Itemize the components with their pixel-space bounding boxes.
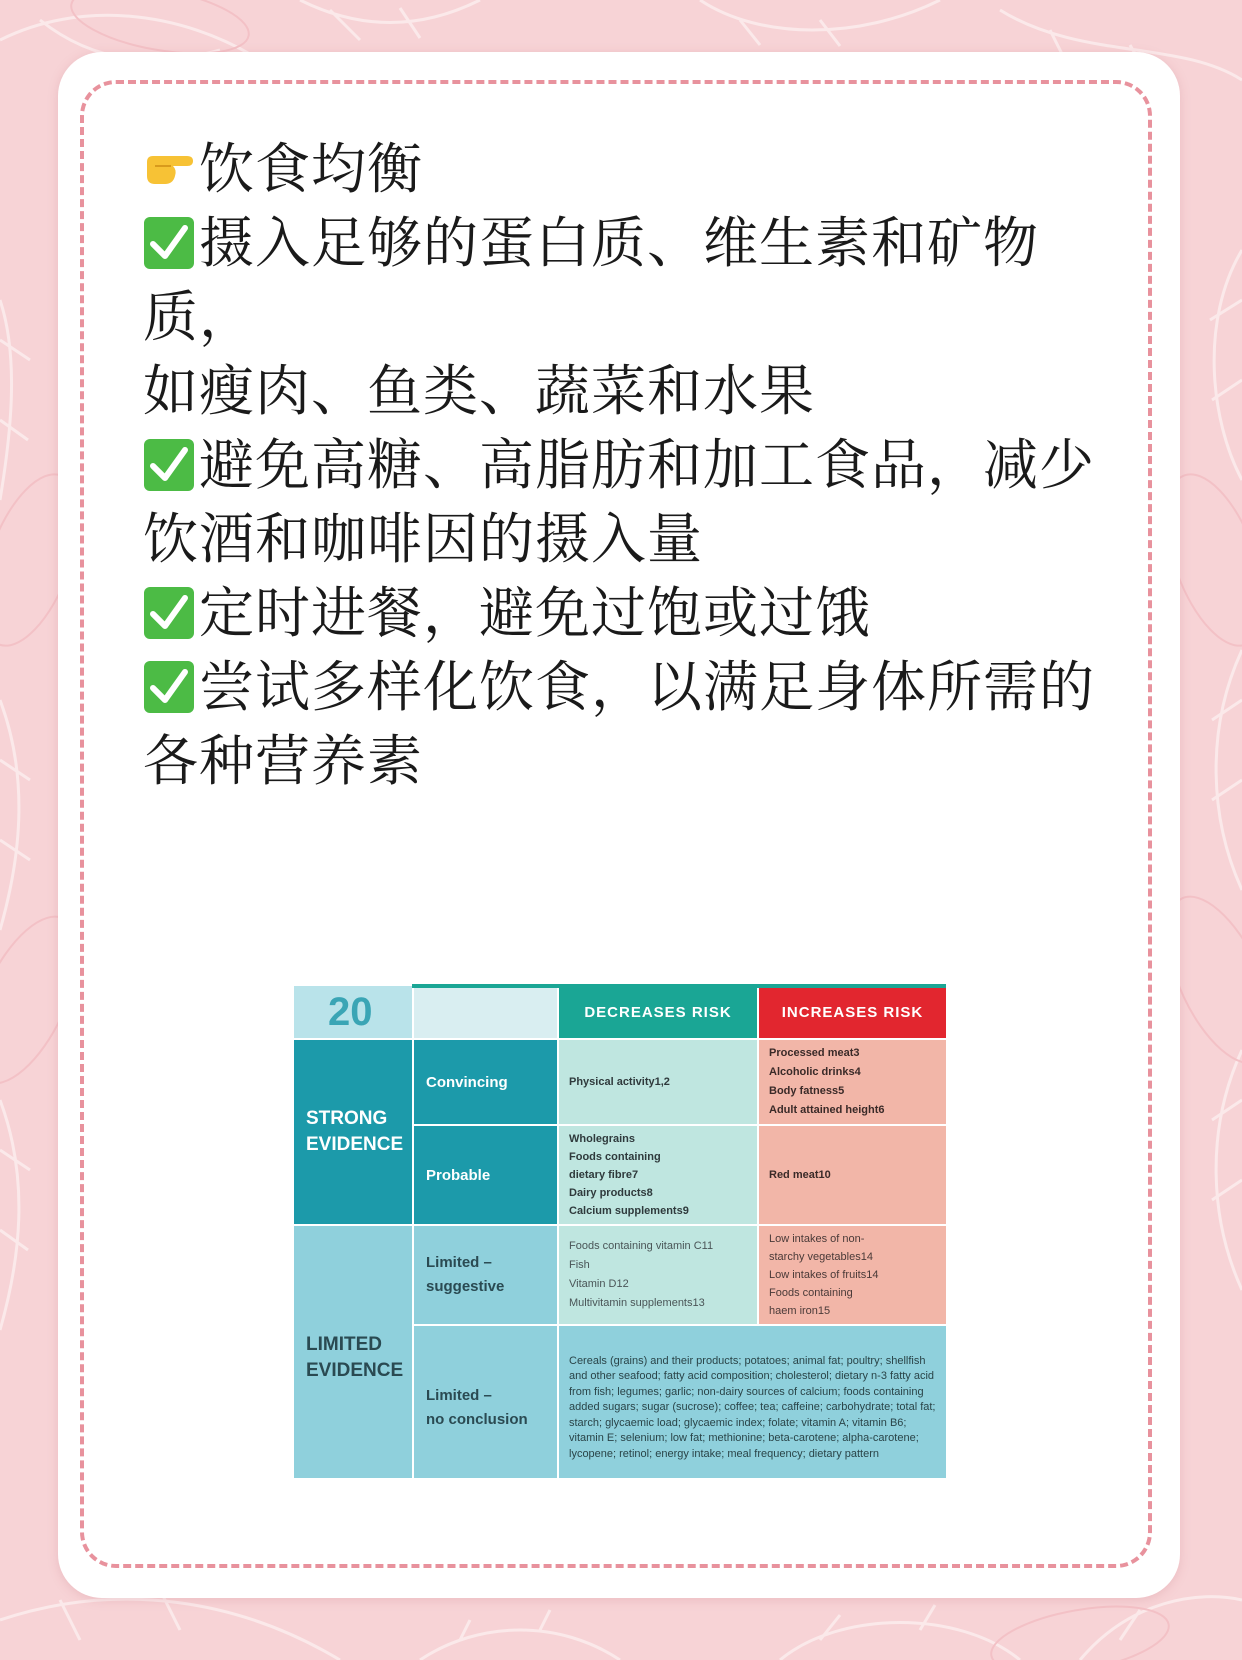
table-cell-item: Wholegrains (569, 1133, 636, 1145)
note-line-text: 各种营养素 (143, 729, 424, 793)
table-cell-item: Physical activity1,2 (569, 1076, 670, 1088)
suggestive-increases (758, 1225, 946, 1325)
convincing-label: Convincing (413, 1039, 558, 1125)
table-cell-item: Alcoholic drinks4 (769, 1066, 861, 1078)
check-mark-icon (143, 438, 195, 492)
note-line (143, 724, 1143, 798)
note-line (143, 354, 1143, 428)
check-mark-icon (143, 586, 195, 640)
limited-evidence-label (293, 1225, 413, 1478)
note-line-text: 摄入足够的蛋白质、维生素和矿物质， (143, 211, 1040, 349)
note-line-text: 避免高糖、高脂肪和加工食品，减少 (199, 433, 1096, 497)
table-cell-item: Low intakes of non- (769, 1233, 865, 1245)
probable-decreases (558, 1125, 758, 1225)
note-line (143, 502, 1143, 576)
table-cell-item: Foods containing vitamin C11 (569, 1240, 714, 1252)
table-cell-item: Fish (569, 1259, 590, 1271)
row-label-line: Limited – (426, 1387, 492, 1404)
table-cell-item: Vitamin D12 (569, 1278, 629, 1290)
probable-increases (758, 1125, 946, 1225)
check-mark-icon (143, 216, 195, 270)
convincing-increases (758, 1039, 946, 1125)
table-cell-item: Foods containing (569, 1151, 661, 1163)
table-cell-item: dietary fibre7 (569, 1169, 639, 1181)
table-cell-item: Red meat10 (769, 1168, 831, 1181)
table-cell-item: Adult attained height6 (769, 1104, 885, 1116)
table-header-blank (413, 985, 558, 1039)
increases-risk-header: INCREASES RISK (758, 985, 946, 1039)
limited-evidence-text: LIMITED EVIDENCE (306, 1334, 404, 1381)
strong-evidence-text: STRONG EVIDENCE (306, 1108, 404, 1155)
pointing-right-icon (143, 144, 195, 194)
table-cell-item: Processed meat3 (769, 1047, 860, 1059)
row-label-line: suggestive (426, 1278, 505, 1295)
table-cell-item: Dairy products8 (569, 1187, 653, 1199)
note-line (143, 132, 1143, 206)
note-line (143, 428, 1143, 502)
limited-suggestive-label (413, 1225, 558, 1325)
note-line (143, 576, 1143, 650)
note-line-text: 如瘦肉、鱼类、蔬菜和水果 (143, 359, 816, 423)
row-label-line: Limited – (426, 1254, 492, 1271)
probable-label: Probable (413, 1125, 558, 1225)
evidence-table-image (292, 984, 946, 1478)
table-cell-item: haem iron15 (769, 1305, 831, 1317)
strong-evidence-label (293, 1039, 413, 1225)
table-cell-item: Body fatness5 (769, 1085, 845, 1097)
table-cell-item: Low intakes of fruits14 (769, 1269, 879, 1281)
table-cell-item: starchy vegetables14 (769, 1251, 873, 1263)
note-text (143, 132, 1143, 798)
limited-no-conclusion-label (413, 1325, 558, 1478)
note-line-text: 饮酒和咖啡因的摄入量 (143, 507, 704, 571)
table-cell-item: Calcium supplements9 (569, 1205, 689, 1217)
note-line-text: 饮食均衡 (199, 137, 424, 201)
decreases-risk-header: DECREASES RISK (558, 985, 758, 1039)
evidence-table (292, 984, 946, 1478)
suggestive-decreases (558, 1225, 758, 1325)
table-cell-item: Multivitamin supplements13 (569, 1297, 705, 1309)
table-corner-label: 20 (293, 985, 413, 1039)
convincing-decreases (558, 1039, 758, 1125)
note-line (143, 206, 1143, 354)
check-mark-icon (143, 660, 195, 714)
table-cell-item: Foods containing (769, 1287, 853, 1299)
no-conclusion-text: Cereals (grains) and their products; potatoes; animal fat; poultry; shellfish and other seafood; fatty acid composition; cholesterol; dietary n-3 fatty acid from fish; legumes; garlic; non-dairy sources of calcium; foods containing added sugars; sugar (sucrose); coffee; tea; caffeine; carbohydrate; total fat; starch; glycaemic load; glycaemic index; folate; vitamin A; vitamin B6; vitamin E; selenium; low fat; methionine; beta-carotene; alpha-carotene; lycopene; retinol; energy intake; meal frequency; dietary pattern (558, 1325, 946, 1478)
note-line (143, 650, 1143, 724)
note-line-text: 尝试多样化饮食，以满足身体所需的 (199, 655, 1096, 719)
note-line-text: 定时进餐，避免过饱或过饿 (199, 581, 872, 645)
table-top-bar (412, 984, 946, 988)
row-label-line: no conclusion (426, 1411, 528, 1428)
